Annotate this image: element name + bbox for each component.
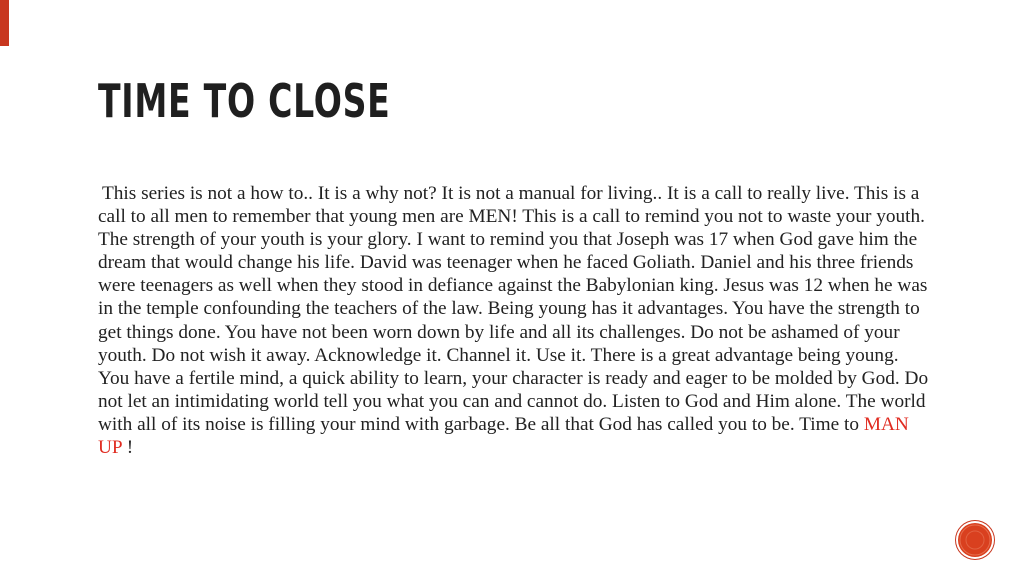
corner-accent-bar <box>0 0 9 46</box>
highlight-text: MAN UP <box>98 413 909 459</box>
slide-body-text <box>98 182 930 459</box>
body-main-text: This series is not a how to.. It is a why not? It is not a manual for living.. It is a call to really live. This is a call to all men to remember that young men are MEN! This is a call to remind you not to waste your youth. The strength of your youth is your glory. I want to remind you that Joseph was 17 when God gave him the dream that would change his life. David was teenager when he faced Goliath. Daniel and his three friends were teenagers as well when they stood in defiance against the Babylonian king. Jesus was 12 when he was in the temple confounding the teachers of the law. Being young has it advantages. You have the strength to get things done. You have not been worn down by life and all its challenges. Do not be ashamed of your youth. Do not wish it away. Acknowledge it. Channel it. Use it. There is a great advantage being young. You have a fertile mind, a quick ability to learn, your character is ready and eager to be molded by God. Do not let an intimidating world tell you what you can and cannot do. Listen to God and Him alone. The world with all of its noise is filling your mind with garbage. Be all that God has called you to be. Time to <box>98 183 929 435</box>
slide-title: TIME TO CLOSE <box>98 74 391 128</box>
circle-nav-icon[interactable] <box>958 523 992 557</box>
body-end-text: ! <box>121 437 134 459</box>
